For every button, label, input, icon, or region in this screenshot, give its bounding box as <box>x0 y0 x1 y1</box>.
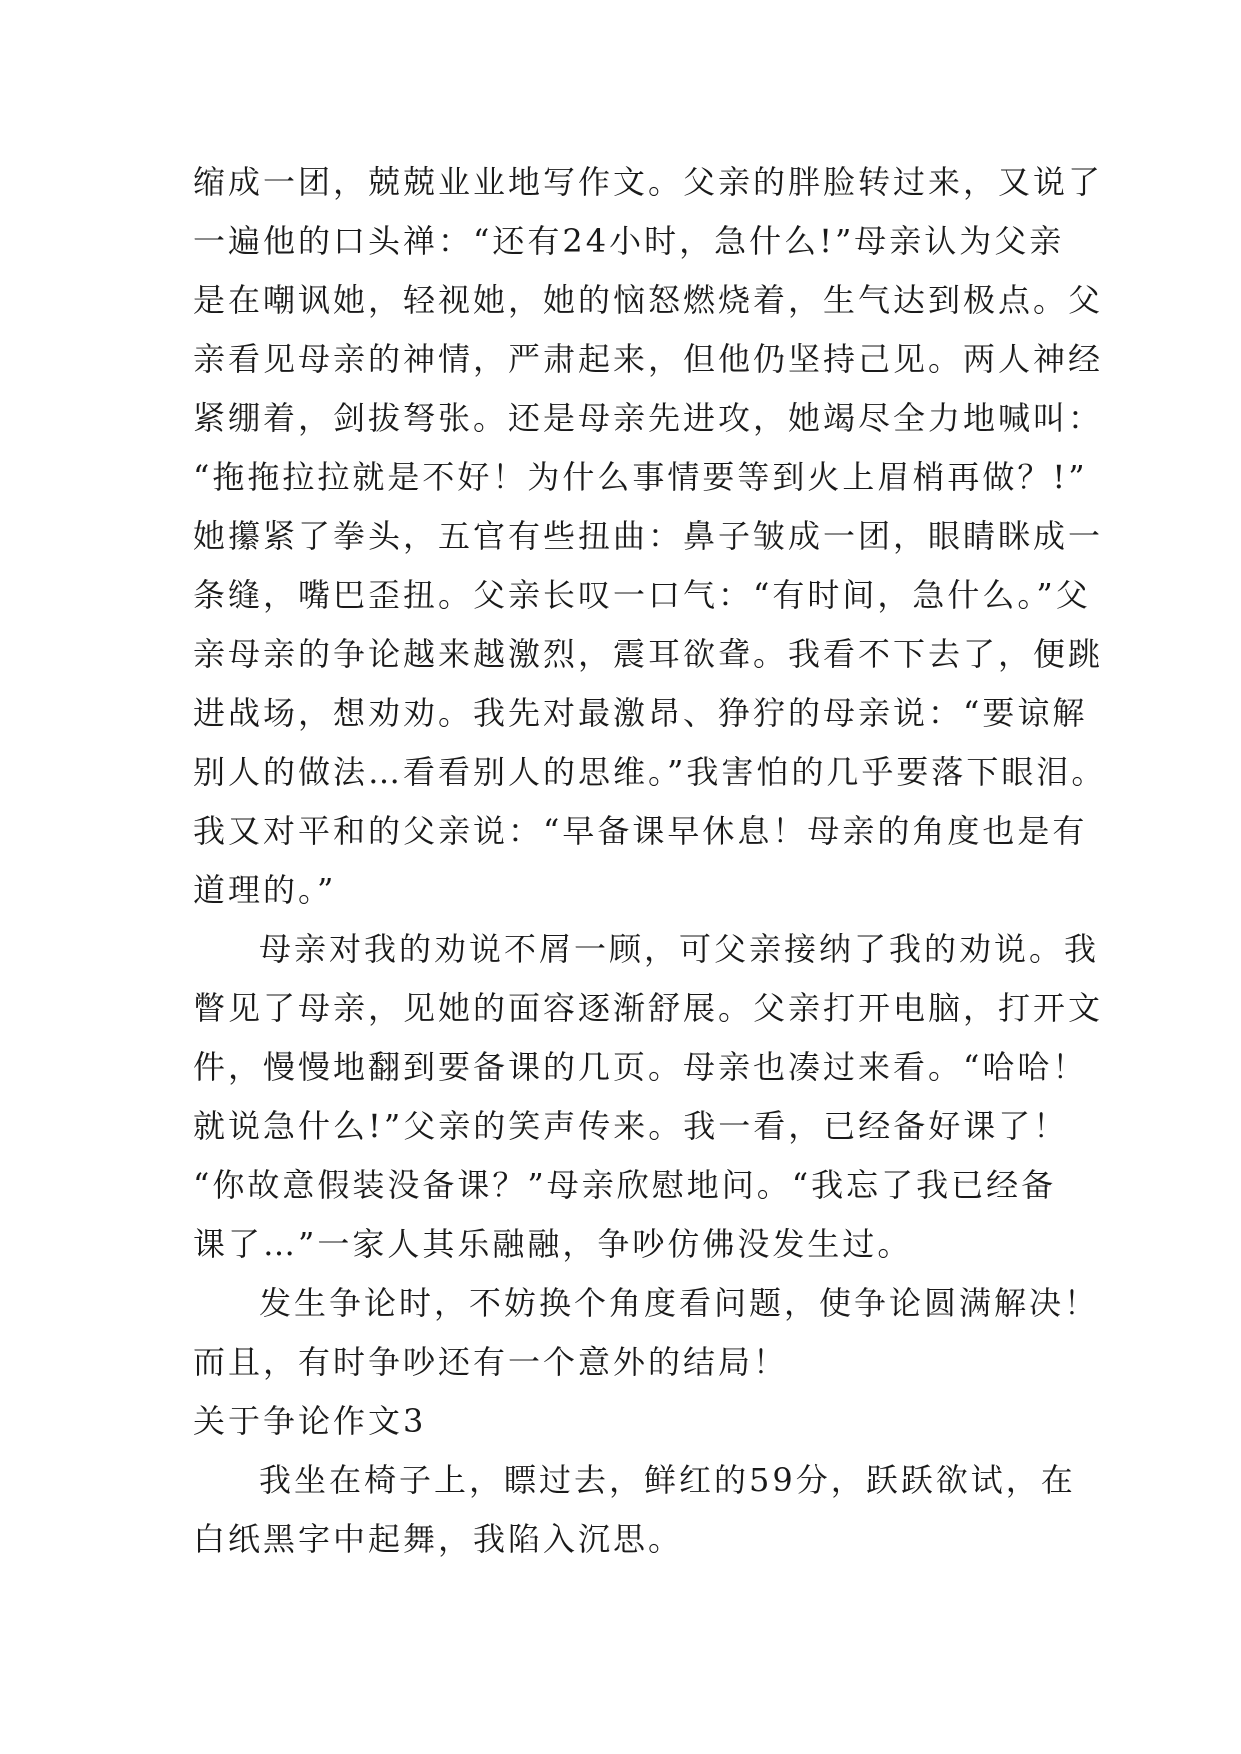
text-line: 道理的。” <box>193 871 337 909</box>
text-line: 别人的做法…看看别人的思维。”我害怕的几乎要落下眼泪。 <box>193 753 1107 791</box>
text-line: 进战场，想劝劝。我先对最激昂、狰狞的母亲说：“要谅解 <box>193 694 1088 732</box>
text-line: 亲母亲的争论越来越激烈，震耳欲聋。我看不下去了，便跳 <box>193 635 1104 673</box>
text-line: 课了…”一家人其乐融融，争吵仿佛没发生过。 <box>193 1225 913 1263</box>
text-line: 条缝，嘴巴歪扭。父亲长叹一口气：“有时间，急什么。”父 <box>193 576 1091 614</box>
paragraph-first-line: 我坐在椅子上，瞟过去，鲜红的59分，跃跃欲试，在 <box>259 1461 1076 1499</box>
text-line: 她攥紧了拳头，五官有些扭曲：鼻子皱成一团，眼睛眯成一 <box>193 517 1104 555</box>
document-body <box>193 153 1107 1569</box>
text-line: 缩成一团，兢兢业业地写作文。父亲的胖脸转过来，又说了 <box>193 163 1104 201</box>
text-line: 瞥见了母亲，见她的面容逐渐舒展。父亲打开电脑，打开文 <box>193 989 1104 1027</box>
text-line: 而且，有时争吵还有一个意外的结局！ <box>193 1343 789 1381</box>
paragraph-first-line: 母亲对我的劝说不屑一顾，可父亲接纳了我的劝说。我 <box>259 930 1100 968</box>
text-line: 我又对平和的父亲说：“早备课早休息！母亲的角度也是有 <box>193 812 1088 850</box>
text-line: 件，慢慢地翻到要备课的几页。母亲也凑过来看。“哈哈！ <box>193 1048 1088 1086</box>
text-line: “拖拖拉拉就是不好！为什么事情要等到火上眉梢再做？!” <box>193 458 1088 496</box>
text-line: 一遍他的口头禅：“还有24小时，急什么!”母亲认为父亲 <box>193 222 1065 260</box>
text-line: 亲看见母亲的神情，严肃起来，但他仍坚持己见。两人神经 <box>193 340 1104 378</box>
paragraph-first-line: 发生争论时，不妨换个角度看问题，使争论圆满解决！ <box>259 1284 1100 1322</box>
text-line: 白纸黑字中起舞，我陷入沉思。 <box>193 1520 684 1558</box>
text-line: “你故意假装没备课？”母亲欣慰地问。“我忘了我已经备 <box>193 1166 1057 1204</box>
text-line: 是在嘲讽她，轻视她，她的恼怒燃烧着，生气达到极点。父 <box>193 281 1104 319</box>
text-line: 就说急什么!”父亲的笑声传来。我一看，已经备好课了！ <box>193 1107 1069 1145</box>
text-line: 紧绷着，剑拔弩张。还是母亲先进攻，她竭尽全力地喊叫： <box>193 399 1104 437</box>
section-heading: 关于争论作文3 <box>193 1402 427 1440</box>
